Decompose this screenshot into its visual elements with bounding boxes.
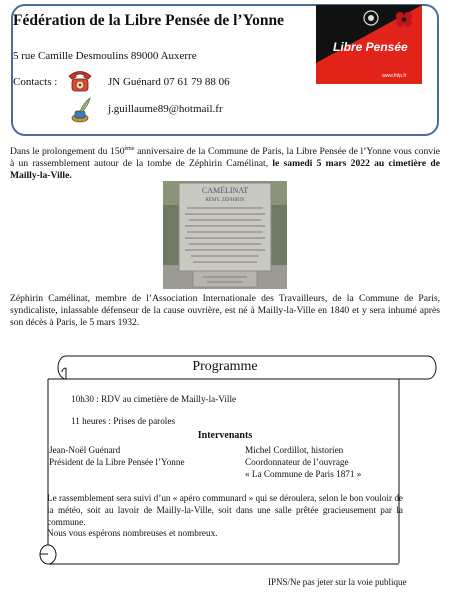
organization-title: Fédération de la Libre Pensée de l’Yonne	[13, 12, 284, 29]
contacts-label: Contacts :	[13, 76, 58, 88]
closing-text	[47, 493, 403, 540]
programme-item-speeches: 11 heures : Prises de paroles	[71, 416, 176, 426]
intro-text-rest: anniversaire de la Commune de Paris, la Libre Pensée de l’Yonne vous convie à un rassemblement autour de la tombe de Zéphirin Camélinat,	[10, 146, 440, 170]
gravestone-first-names: RÉMY. ZÉPHIRIN	[205, 198, 245, 203]
logo-label: Libre Pensée	[333, 40, 408, 54]
biography-paragraph: Zéphirin Camélinat, membre de l’Association Internationale des Travailleurs, de la Commune de Paris, syndicaliste, inlassable défenseur de la cause ouvrière, est né à Mailly-la-Ville en 1840 et y sera inhumé après son décès à Paris, le 5 mars 1932.	[10, 293, 440, 328]
speaker-2-work: « La Commune de Paris 1871 »	[245, 469, 362, 479]
intro-date-location: le samedi 5 mars 2022 au cimetière de Mailly-la-Ville.	[10, 158, 440, 182]
speaker-1-name: Jean-Noël Guénard	[49, 445, 121, 455]
speakers-heading: Intervenants	[197, 430, 253, 441]
speaker-1-role: Président de la Libre Pensée l’Yonne	[49, 457, 185, 467]
closing-paragraph: Le rassemblement sera suivi d’un « apéro communard » qui se déroulera, selon le bon vouloir de la météo, soit au lavoir de Mailly-la-Ville, soit dans une salle prêtée gracieusement par la commune.	[47, 493, 403, 527]
programme-item-rdv: 10h30 : RDV au cimetière de Mailly-la-Ville	[71, 394, 237, 404]
intro-superscript: ème	[124, 146, 135, 152]
logo-url: www.fnlp.fr	[382, 73, 407, 79]
email-contact[interactable]: j.guillaume89@hotmail.fr	[108, 103, 223, 115]
footer-notice: IPNS/Ne pas jeter sur la voie publique	[268, 577, 407, 587]
speaker-2-name: Michel Cordillot, historien	[245, 445, 344, 455]
programme-title: Programme	[192, 359, 258, 374]
intro-text-start: Dans le prolongement du 150	[10, 146, 125, 158]
phone-contact: JN Guénard 07 61 79 88 06	[108, 76, 230, 88]
speaker-2-role: Coordonnateur de l’ouvrage	[245, 457, 349, 467]
address: 5 rue Camille Desmoulins 89000 Auxerre	[13, 50, 197, 62]
gravestone-name: CAMÉLINAT	[201, 186, 249, 195]
closing-greeting: Nous vous espérons nombreuses et nombreux.	[47, 528, 218, 539]
